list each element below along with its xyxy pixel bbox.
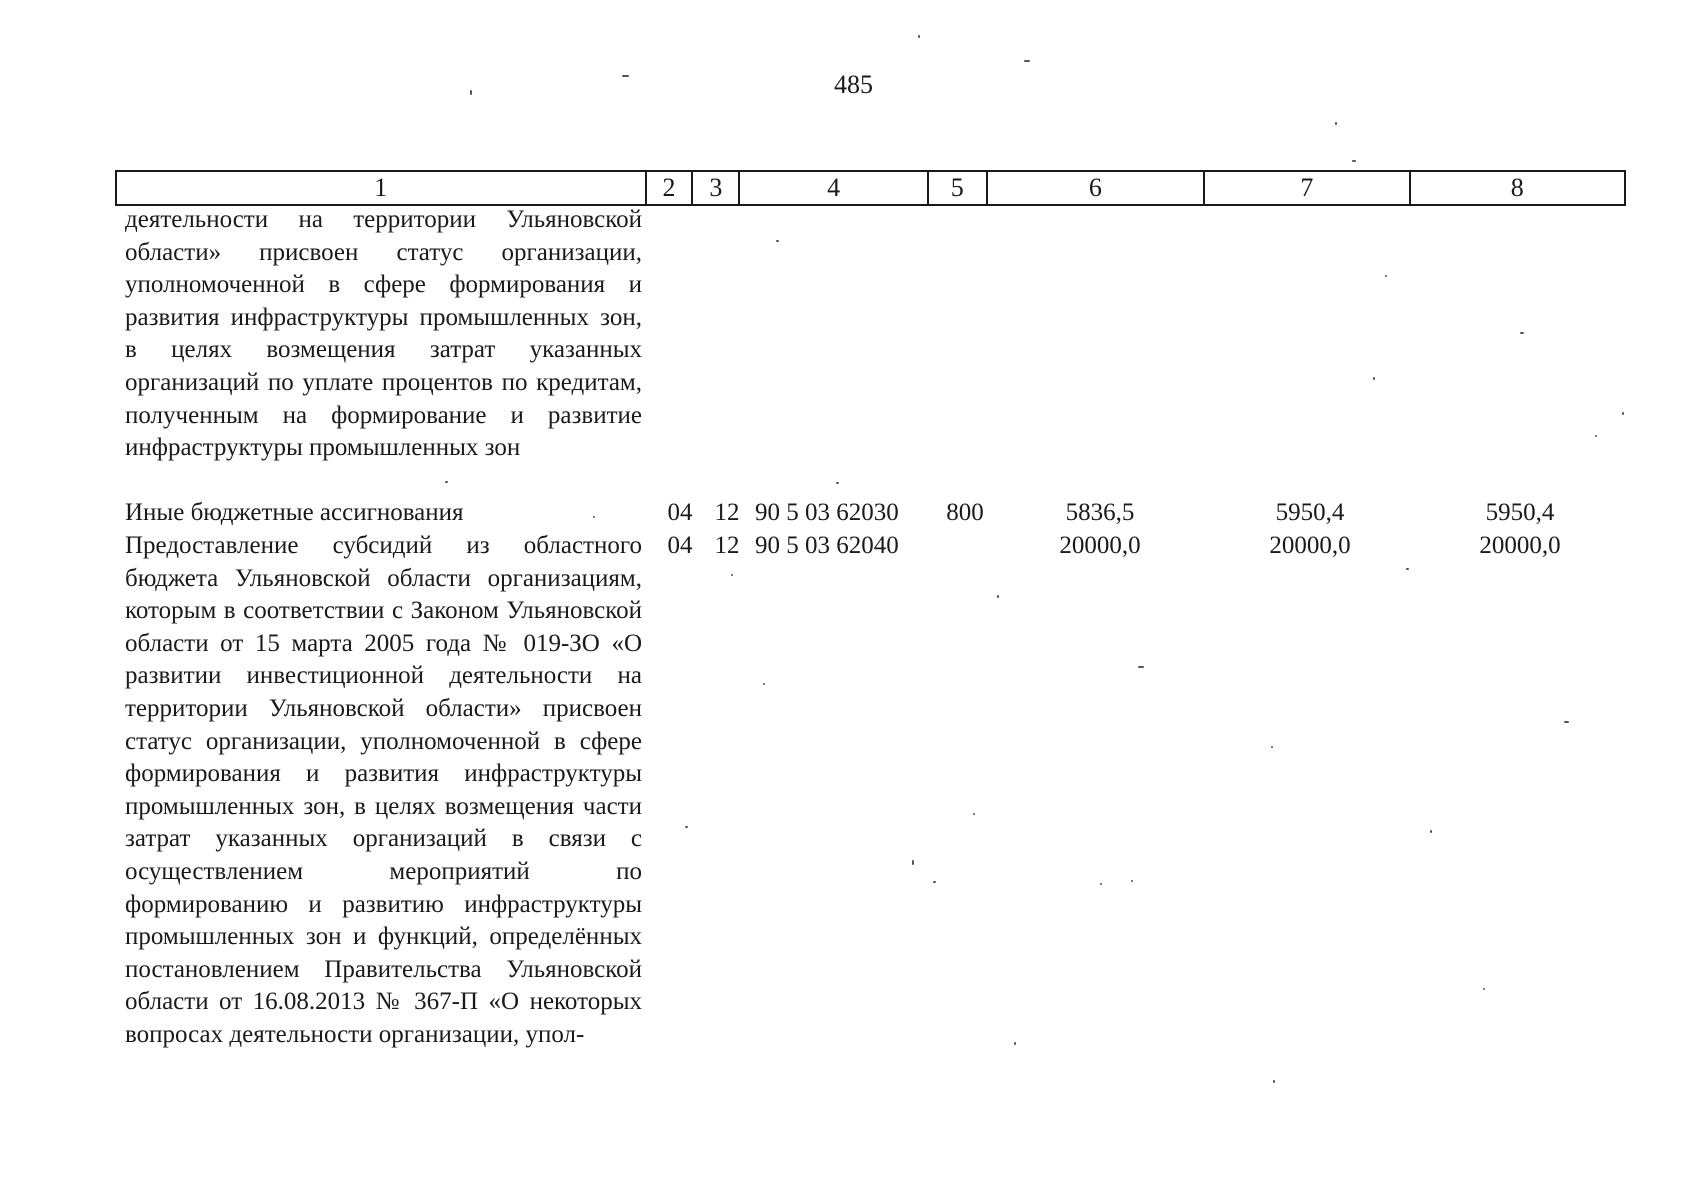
continuation-text: деятельности на территории Ульяновской области» присвоен статус организации, уполномоченной в сфере формирования и развития инфраструктуры промышленных зон, в целях возмещения затрат указанных организаций по уплате процентов по кредитам, полученным на формирование и развитие инфраструктуры промышленных зон: [125, 206, 642, 462]
scan-speck: [763, 683, 765, 685]
scan-speck: [1024, 60, 1030, 62]
column-header-5: 5: [929, 172, 988, 204]
column-header-1: 1: [117, 172, 647, 204]
row-1-value-8: 5950,4: [1485, 499, 1555, 526]
scan-speck: [1271, 746, 1273, 748]
row-1-section: 04: [667, 499, 693, 526]
scan-speck: [973, 813, 975, 815]
scan-speck: [1131, 880, 1133, 882]
column-header-3: 3: [693, 172, 740, 204]
scan-speck: [776, 240, 779, 242]
column-header-7: 7: [1205, 172, 1410, 204]
scan-speck: [1335, 122, 1337, 125]
row-1-subsection: 12: [714, 499, 740, 526]
scan-speck: [1622, 412, 1624, 415]
scan-speck: [912, 860, 914, 865]
scan-speck: [1373, 377, 1375, 380]
row-2-value-8: 20000,0: [1479, 532, 1561, 559]
column-header-6: 6: [988, 172, 1205, 204]
scan-speck: [933, 881, 936, 883]
column-header-8: 8: [1510, 173, 1524, 202]
scan-speck: [731, 574, 733, 576]
scan-speck: [1595, 435, 1597, 437]
row-2-value-7: 20000,0: [1269, 532, 1351, 559]
scan-speck: [1273, 1080, 1275, 1083]
scan-speck: [1385, 275, 1387, 277]
row-1-value-6: 5836,5: [1065, 499, 1135, 526]
scan-speck: [1564, 721, 1569, 723]
row-2-subsection: 12: [714, 532, 740, 559]
row-2-target-code: 90 5 03 62040: [755, 532, 899, 559]
row-1-name: Иные бюджетные ассигнования: [125, 499, 464, 526]
scan-speck: [470, 90, 472, 95]
scan-speck: [1100, 883, 1102, 885]
scan-speck: [997, 595, 999, 598]
scan-speck: [1138, 666, 1144, 668]
scan-speck: [593, 516, 595, 518]
scan-speck: [445, 481, 448, 483]
row-1-target-code: 90 5 03 62030: [755, 499, 899, 526]
scan-speck: [1014, 1042, 1016, 1045]
scan-speck: [1406, 568, 1409, 570]
scan-speck: [1352, 160, 1356, 162]
scan-speck: [1430, 830, 1432, 833]
column-header-4: 4: [740, 172, 929, 204]
row-2-value-6: 20000,0: [1059, 532, 1141, 559]
page-number: 485: [834, 70, 873, 99]
scan-speck: [1520, 332, 1524, 334]
row-2-section: 04: [667, 532, 693, 559]
scan-speck: [622, 75, 629, 77]
scan-speck: [918, 35, 920, 38]
column-header-2: 2: [647, 172, 694, 204]
scan-speck: [685, 826, 688, 828]
scan-speck: [836, 482, 839, 484]
row-2-name: Предоставление субсидий из областного бюджета Ульяновской области организациям, которым в соответствии с Законом Ульяновской области от 15 марта 2005 года № 019-ЗО «О развитии инвестиционной деятельности на территории Ульяновской области» присвоен статус организации, уполномоченной в сфере формирования и развития инфраструктуры промышленных зон, в целях возмещения части затрат указанных организаций в связи с осуществлением мероприятий по формированию и развитию инфраструктуры промышленных зон и функций, определённых постановлением Правительства Ульяновской области от 16.08.2013 № 367-П «О некоторых вопросах деятельности организации, упол-: [125, 532, 642, 1048]
row-1-expense-type: 800: [946, 499, 984, 526]
scan-speck: [1483, 988, 1485, 990]
table-header: [115, 170, 1626, 206]
row-1-value-7: 5950,4: [1275, 499, 1345, 526]
